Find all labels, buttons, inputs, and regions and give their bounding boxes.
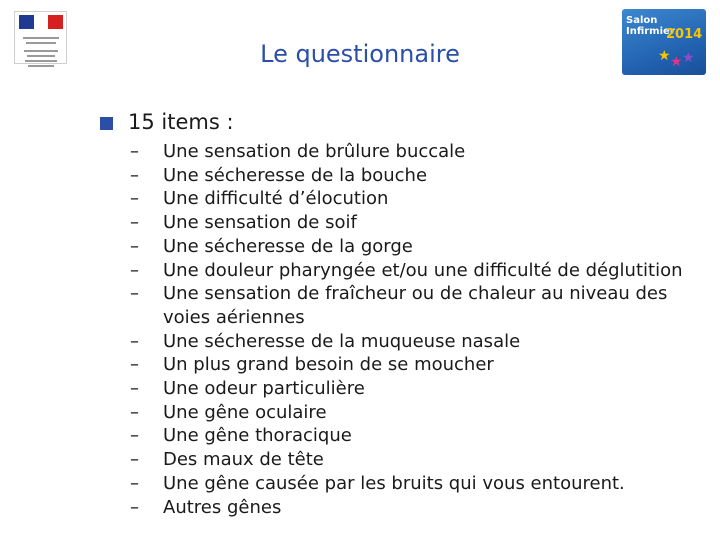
- dash-bullet-icon: –: [130, 425, 139, 447]
- list-item-text: Une sensation de fraîcheur ou de chaleur au niveau des voies aériennes: [163, 283, 668, 328]
- list-item-text: Une gêne oculaire: [163, 401, 327, 423]
- list-item: [130, 235, 708, 259]
- list-item-text: Des maux de tête: [163, 449, 324, 471]
- list-item: [130, 140, 708, 164]
- star-icon: ★: [670, 54, 683, 70]
- list-item-text: Autres gênes: [163, 496, 282, 518]
- dash-bullet-icon: –: [130, 378, 139, 400]
- list-item: [130, 330, 708, 354]
- list-item: [130, 282, 708, 329]
- list-item: [130, 424, 708, 448]
- list-item: [130, 472, 708, 496]
- list-item: [130, 187, 708, 211]
- dash-bullet-icon: –: [130, 401, 139, 423]
- logo-right-line1: Salon Infirmier: [626, 15, 675, 37]
- dash-bullet-icon: –: [130, 283, 139, 305]
- list-item-text: Une sensation de brûlure buccale: [163, 141, 466, 162]
- list-item: [130, 353, 708, 377]
- dash-bullet-icon: –: [130, 496, 139, 518]
- list-item: [130, 377, 708, 401]
- dash-bullet-icon: –: [130, 235, 139, 257]
- dash-bullet-icon: –: [130, 188, 139, 210]
- logo-right-year: 2014: [666, 27, 703, 42]
- list-item-text: Une sensation de soif: [163, 212, 357, 234]
- dash-bullet-icon: –: [130, 212, 139, 234]
- list-item: [130, 259, 708, 283]
- list-item: [130, 164, 708, 188]
- dash-bullet-icon: –: [130, 354, 139, 376]
- dash-bullet-icon: –: [130, 259, 139, 281]
- list-item: [130, 496, 708, 520]
- list-item-text: Une sécheresse de la bouche: [163, 164, 428, 186]
- square-bullet-icon: [100, 117, 113, 130]
- french-flag-icon: [19, 15, 63, 29]
- items-heading: [100, 110, 234, 134]
- salon-infirmier-logo: [622, 9, 706, 75]
- dash-bullet-icon: –: [130, 472, 139, 494]
- star-icon: ★: [658, 48, 671, 64]
- dash-bullet-icon: –: [130, 164, 139, 186]
- list-item-text: Une gêne thoracique: [163, 425, 352, 447]
- list-item-text: Une difficulté d’élocution: [163, 188, 389, 210]
- list-item: [130, 401, 708, 425]
- dash-bullet-icon: –: [130, 449, 139, 471]
- list-item-text: Un plus grand besoin de se moucher: [163, 354, 494, 376]
- items-list: [130, 140, 708, 519]
- list-item-text: Une gêne causée par les bruits qui vous entourent.: [163, 472, 625, 494]
- list-item: [130, 211, 708, 235]
- items-heading-label: 15 items :: [128, 110, 234, 134]
- list-item: [130, 448, 708, 472]
- list-item-text: Une odeur particulière: [163, 378, 365, 400]
- list-item-text: Une sécheresse de la gorge: [163, 235, 413, 257]
- star-icon: ★: [682, 50, 695, 66]
- list-item-text: Une sécheresse de la muqueuse nasale: [163, 330, 521, 352]
- page-title: Le questionnaire: [260, 40, 460, 68]
- list-item-text: Une douleur pharyngée et/ou une difficulté de déglutition: [163, 259, 683, 281]
- dash-bullet-icon: –: [130, 141, 139, 162]
- dash-bullet-icon: –: [130, 330, 139, 352]
